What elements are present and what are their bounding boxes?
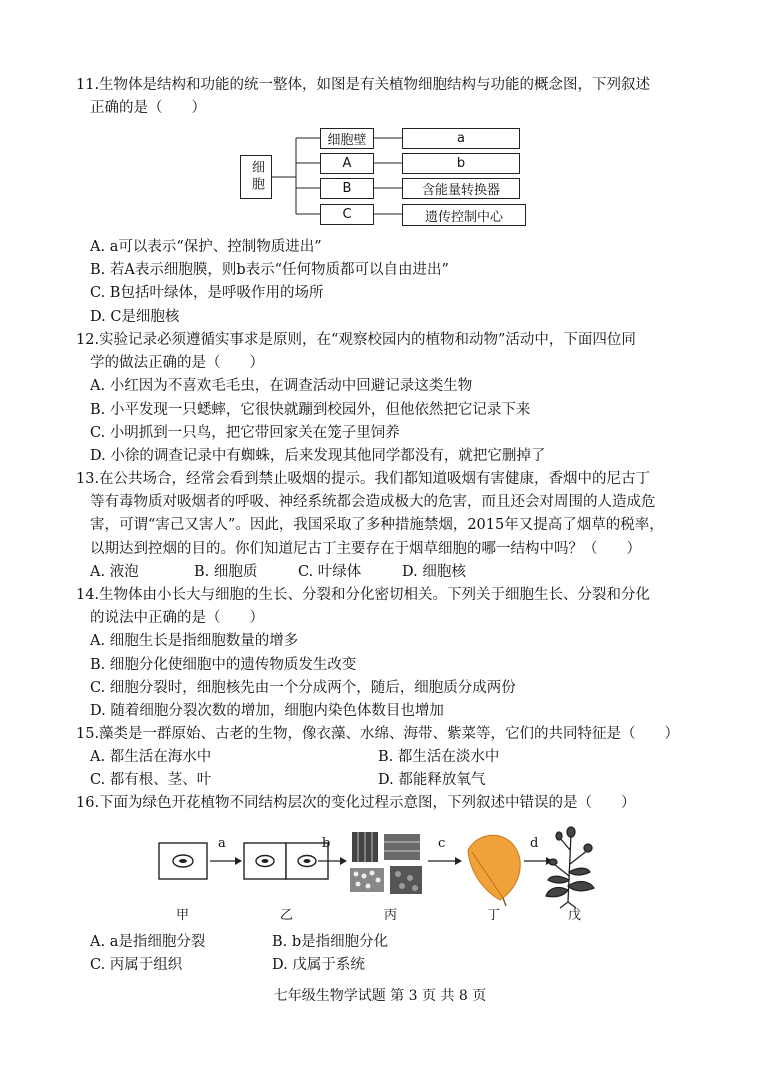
question-16-options-row2: [76, 954, 686, 977]
option: D. 细胞核: [402, 563, 466, 580]
stage-label-yi: 乙: [280, 908, 294, 923]
page-footer: 七年级生物学试题 第 3 页 共 8 页: [273, 988, 487, 1004]
leaf-illustration: [468, 835, 520, 906]
option: A. 小红因为不喜欢毛毛虫，在调查活动中回避记录这类生物: [90, 378, 473, 395]
question-11-stem: 11.生物体是结构和功能的统一整体，如图是有关植物细胞结构与功能的概念图，下列叙述: [76, 77, 651, 93]
diagram-right-3: 遗传控制中心: [402, 204, 526, 226]
option: D. 随着细胞分裂次数的增加，细胞内染色体数目也增加: [90, 703, 444, 720]
option: B. 细胞分化使细胞中的遗传物质发生改变: [90, 656, 357, 673]
question-16-options: [76, 931, 686, 977]
option: A. a可以表示“保护、控制物质进出”: [90, 239, 322, 255]
question-13-options: [76, 561, 686, 584]
stage-label-jia: 甲: [176, 908, 190, 923]
question-15: [76, 723, 686, 793]
arrow-label-c: c: [438, 836, 446, 851]
option: B. b是指细胞分化: [272, 934, 389, 950]
option: C. 叶绿体: [298, 563, 362, 580]
option: C. 丙属于组织: [90, 957, 183, 974]
question-14-stem: 14.生物体由小长大与细胞的生长、分裂和分化密切相关。下列关于细胞生长、分裂和分化: [76, 587, 651, 603]
two-cells-illustration: [244, 843, 328, 879]
option: B. 细胞质: [194, 563, 258, 580]
question-13-line: 以期达到控烟的目的。你们知道尼古丁主要存在于烟草细胞的哪一结构中吗？（ ）: [90, 540, 641, 557]
question-16-stem: 16.下面为绿色开花植物不同结构层次的变化过程示意图，下列叙述中错误的是（ ）: [76, 795, 636, 811]
diagram-root-label: 细胞: [249, 160, 264, 194]
plant-illustration: [546, 827, 594, 908]
option: B. 小平发现一只蟋蟀，它很快就蹦到校园外，但他依然把它记录下来: [90, 401, 531, 418]
option: C. 都有根、茎、叶: [90, 772, 212, 789]
question-15-options-row1: [76, 746, 686, 769]
diagram-left-3: C: [320, 204, 374, 225]
question-15-stem: 15.藻类是一群原始、古老的生物，像衣藻、水绵、海带、紫菜等，它们的共同特征是（ ）: [76, 726, 680, 742]
option: A. 细胞生长是指细胞数量的增多: [90, 633, 299, 650]
question-11-stem-cont: 正确的是（ ）: [90, 100, 206, 117]
stage-label-bing: 丙: [384, 908, 398, 923]
diagram-left-2: B: [320, 178, 374, 199]
arrow-label-a: a: [218, 836, 226, 851]
single-cell-illustration: [159, 843, 207, 879]
question-13-line: 害，可谓“害己又害人”。因此，我国采取了多种措施禁烟，2015年又提高了烟草的税率，: [90, 517, 664, 534]
option: D. 都能释放氧气: [378, 772, 486, 789]
question-12-stem-cont: 学的做法正确的是（ ）: [90, 355, 264, 372]
arrow-c: [428, 857, 462, 865]
option: D. 小徐的调查记录中有蜘蛛，后来发现其他同学都没有，就把它删掉了: [90, 448, 546, 465]
question-12-stem: 12.实验记录必须遵循实事求是原则，在“观察校园内的植物和动物”活动中，下面四位同: [76, 332, 636, 348]
question-14: [76, 584, 686, 723]
option: A. 都生活在海水中: [90, 749, 212, 766]
question-13-line: 13.在公共场合，经常会看到禁止吸烟的提示。我们都知道吸烟有害健康，香烟中的尼古丁: [76, 471, 651, 487]
diagram-left-1: A: [320, 153, 374, 174]
plant-structure-diagram: [0, 820, 760, 930]
option: C. 细胞分裂时，细胞核先由一个分成两个，随后，细胞质分成两份: [90, 679, 516, 696]
diagram-right-2: 含能量转换器: [402, 178, 520, 199]
stage-label-ding: 丁: [487, 908, 501, 923]
question-12: [76, 329, 686, 468]
question-16: [76, 792, 686, 815]
question-15-options-row2: [76, 769, 686, 792]
stage-label-wu: 戊: [568, 908, 582, 923]
question-13: [76, 468, 686, 584]
option: D. C是细胞核: [90, 308, 180, 325]
option: D. 戊属于系统: [272, 957, 365, 974]
diagram-right-0: a: [402, 128, 520, 149]
tissues-illustration: [350, 832, 422, 894]
option: C. B包括叶绿体，是呼吸作用的场所: [90, 285, 324, 302]
question-13-line: 等有毒物质对吸烟者的呼吸、神经系统都会造成极大的危害，而且还会对周围的人造成危: [90, 494, 656, 511]
option: B. 若A表示细胞膜，则b表示“任何物质都可以自由进出”: [90, 262, 449, 279]
arrow-label-b: b: [322, 836, 331, 851]
option: A. 液泡: [90, 563, 139, 580]
option: B. 都生活在淡水中: [378, 749, 500, 766]
option: A. a是指细胞分裂: [90, 934, 206, 950]
diagram-left-0: 细胞壁: [320, 128, 374, 149]
question-14-stem-cont: 的说法中正确的是（ ）: [90, 610, 264, 627]
arrow-a: [210, 857, 242, 865]
question-11-options: [76, 236, 686, 329]
question-16-options-row1: [76, 931, 686, 954]
option: C. 小明抓到一只鸟，把它带回家关在笼子里饲养: [90, 424, 400, 441]
arrow-label-d: d: [530, 836, 539, 851]
diagram-right-1: b: [402, 153, 520, 174]
